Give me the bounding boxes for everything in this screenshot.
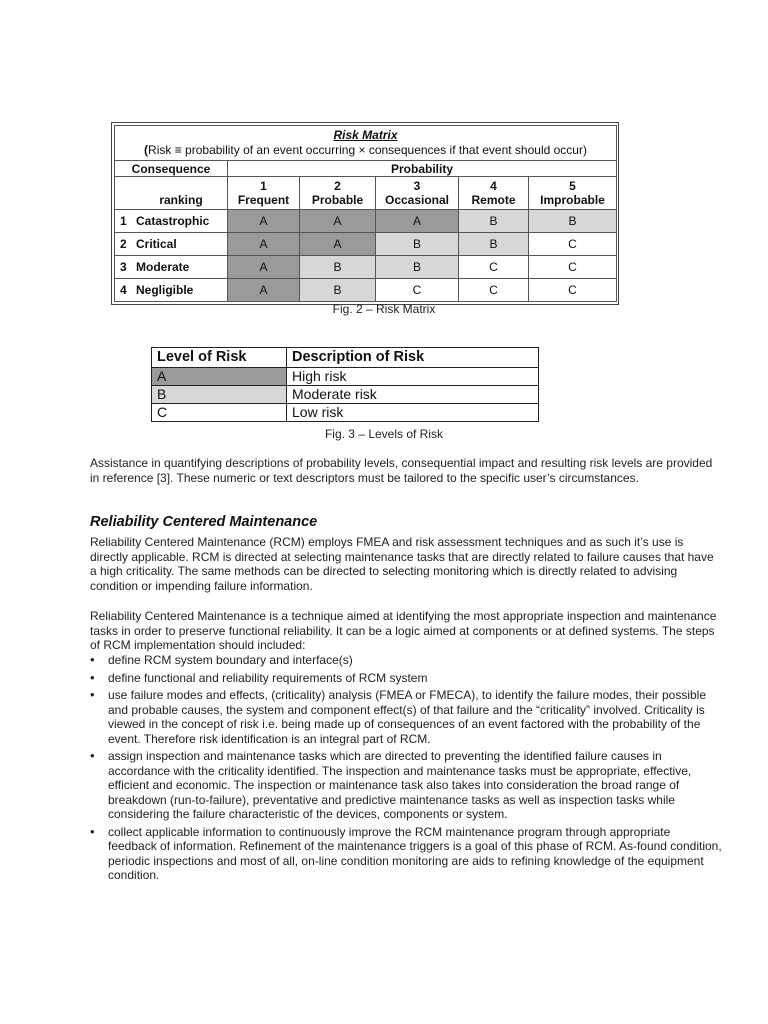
section-heading: Reliability Centered Maintenance [90,514,318,530]
risk-level-cell: A [300,210,376,233]
paragraph-risk-descriptors: Assistance in quantifying descriptions of probability levels, consequential impact and resulting risk levels are provided in reference [3]. These numeric or text descriptors must be tailored to the specific user’s circumstances. [90,456,713,485]
consequence-number: 3 [120,260,127,274]
consequence-cell [115,233,228,256]
probability-label: Frequent [237,193,290,207]
probability-col-header [376,177,459,210]
risk-matrix-title: Risk Matrix [333,128,398,142]
risk-level-cell: B [529,210,617,233]
consequence-label: Negligible [136,283,194,297]
risk-matrix-row [115,233,617,256]
risk-level-cell: B [459,233,529,256]
levels-row [152,386,539,404]
risk-level-cell: A [228,279,300,302]
risk-matrix-table [114,125,617,302]
risk-matrix-row [115,256,617,279]
consequence-cell [115,210,228,233]
risk-matrix-row [115,210,617,233]
probability-col-header [300,177,376,210]
list-item: • define functional and reliability requirements of RCM system [90,671,722,686]
rcm-steps-list [90,653,722,886]
levels-row [152,368,539,386]
risk-level-swatch: C [152,404,287,422]
consequence-cell [115,256,228,279]
risk-matrix-title-cell [115,126,617,161]
risk-level-description: Moderate risk [287,386,539,404]
probability-number: 2 [334,179,341,193]
levels-row [152,404,539,422]
probability-col-header [529,177,617,210]
level-col-header: Level of Risk [152,348,287,368]
consequence-number: 1 [120,214,127,228]
consequence-cell [115,279,228,302]
list-item: • use failure modes and effects, (criticality) analysis (FMEA or FMECA), to identify the failure modes, their possible and probable causes, the system and component effect(s) of that failure and the “criticality” involved. Criticality is viewed in the concept of risk i.e. being made up of consequences of an event factored with the probability of the event. Therefore risk identification is an integral part of RCM. [90,688,722,746]
risk-level-swatch: B [152,386,287,404]
risk-level-cell: C [459,279,529,302]
risk-level-cell: B [376,233,459,256]
probability-number: 1 [260,179,267,193]
risk-matrix-subtitle: Risk ≡ probability of an event occurring × consequences if that event should occur) [148,143,587,157]
list-item: • define RCM system boundary and interface(s) [90,653,722,668]
list-item: • collect applicable information to continuously improve the RCM maintenance program through appropriate feedback of information. Refinement of the maintenance triggers is a goal of this phase of RCM. As-found condition, periodic inspections and most of all, on-line condition monitoring are aids to refining knowledge of the equipment condition. [90,825,722,883]
fig2-caption: Fig. 2 – Risk Matrix [332,302,436,316]
risk-level-cell: C [459,256,529,279]
risk-level-cell: B [376,256,459,279]
list-item: • assign inspection and maintenance tasks which are directed to preventing the identified failure causes in accordance with the criticality identified. The inspection and maintenance tasks must be appropriate, effective, efficient and economic. The inspection or maintenance task also takes into consideration the broad range of breakdown (run-to-failure), preventative and predictive maintenance tasks as well as inspection tasks while considering the failure characteristic of the devices, components or system. [90,749,722,822]
consequence-number: 4 [120,283,127,297]
ranking-label: ranking [115,177,228,210]
probability-header: Probability [228,161,617,177]
risk-level-cell: C [376,279,459,302]
risk-level-swatch: A [152,368,287,386]
probability-col-header [459,177,529,210]
risk-level-description: Low risk [287,404,539,422]
probability-number: 4 [490,179,497,193]
risk-matrix-frame [111,122,619,305]
risk-level-description: High risk [287,368,539,386]
risk-level-cell: B [300,256,376,279]
levels-of-risk-table [151,347,539,422]
consequence-label: Catastrophic [136,214,210,228]
risk-level-cell: B [459,210,529,233]
risk-level-cell: C [529,233,617,256]
risk-level-cell: A [228,210,300,233]
risk-level-cell: A [228,256,300,279]
consequence-header: Consequence [115,161,228,177]
probability-col-header [228,177,300,210]
fig3-caption: Fig. 3 – Levels of Risk [324,427,444,441]
description-col-header: Description of Risk [287,348,539,368]
paragraph-rcm-steps: Reliability Centered Maintenance is a technique aimed at identifying the most appropriate inspection and maintenance tasks in order to preserve functional reliability. It can be a logic aimed at components or at defined systems. The steps of RCM implementation should included: [90,609,717,652]
risk-level-cell: C [529,256,617,279]
risk-level-cell: A [376,210,459,233]
probability-number: 3 [413,179,421,193]
consequence-label: Critical [136,237,177,251]
consequence-number: 2 [120,237,127,251]
probability-label: Probable [311,193,364,207]
risk-matrix-subtitle-paren: ( [144,143,149,157]
risk-level-cell: C [529,279,617,302]
probability-number: 5 [569,179,576,193]
consequence-label: Moderate [136,260,190,274]
probability-label: Remote [471,193,516,207]
paragraph-rcm-intro: Reliability Centered Maintenance (RCM) employs FMEA and risk assessment techniques and as such it’s use is directly applicable. RCM is directed at selecting maintenance tasks that are directly related to failure causes that have a high criticality. The same methods can be directed to selecting monitoring which is directly related to advising condition or impending failure information. [90,535,714,593]
risk-level-cell: A [300,233,376,256]
risk-matrix-row [115,279,617,302]
probability-label: Improbable [540,193,605,207]
risk-level-cell: B [300,279,376,302]
probability-label: Occasional [384,193,450,207]
risk-level-cell: A [228,233,300,256]
